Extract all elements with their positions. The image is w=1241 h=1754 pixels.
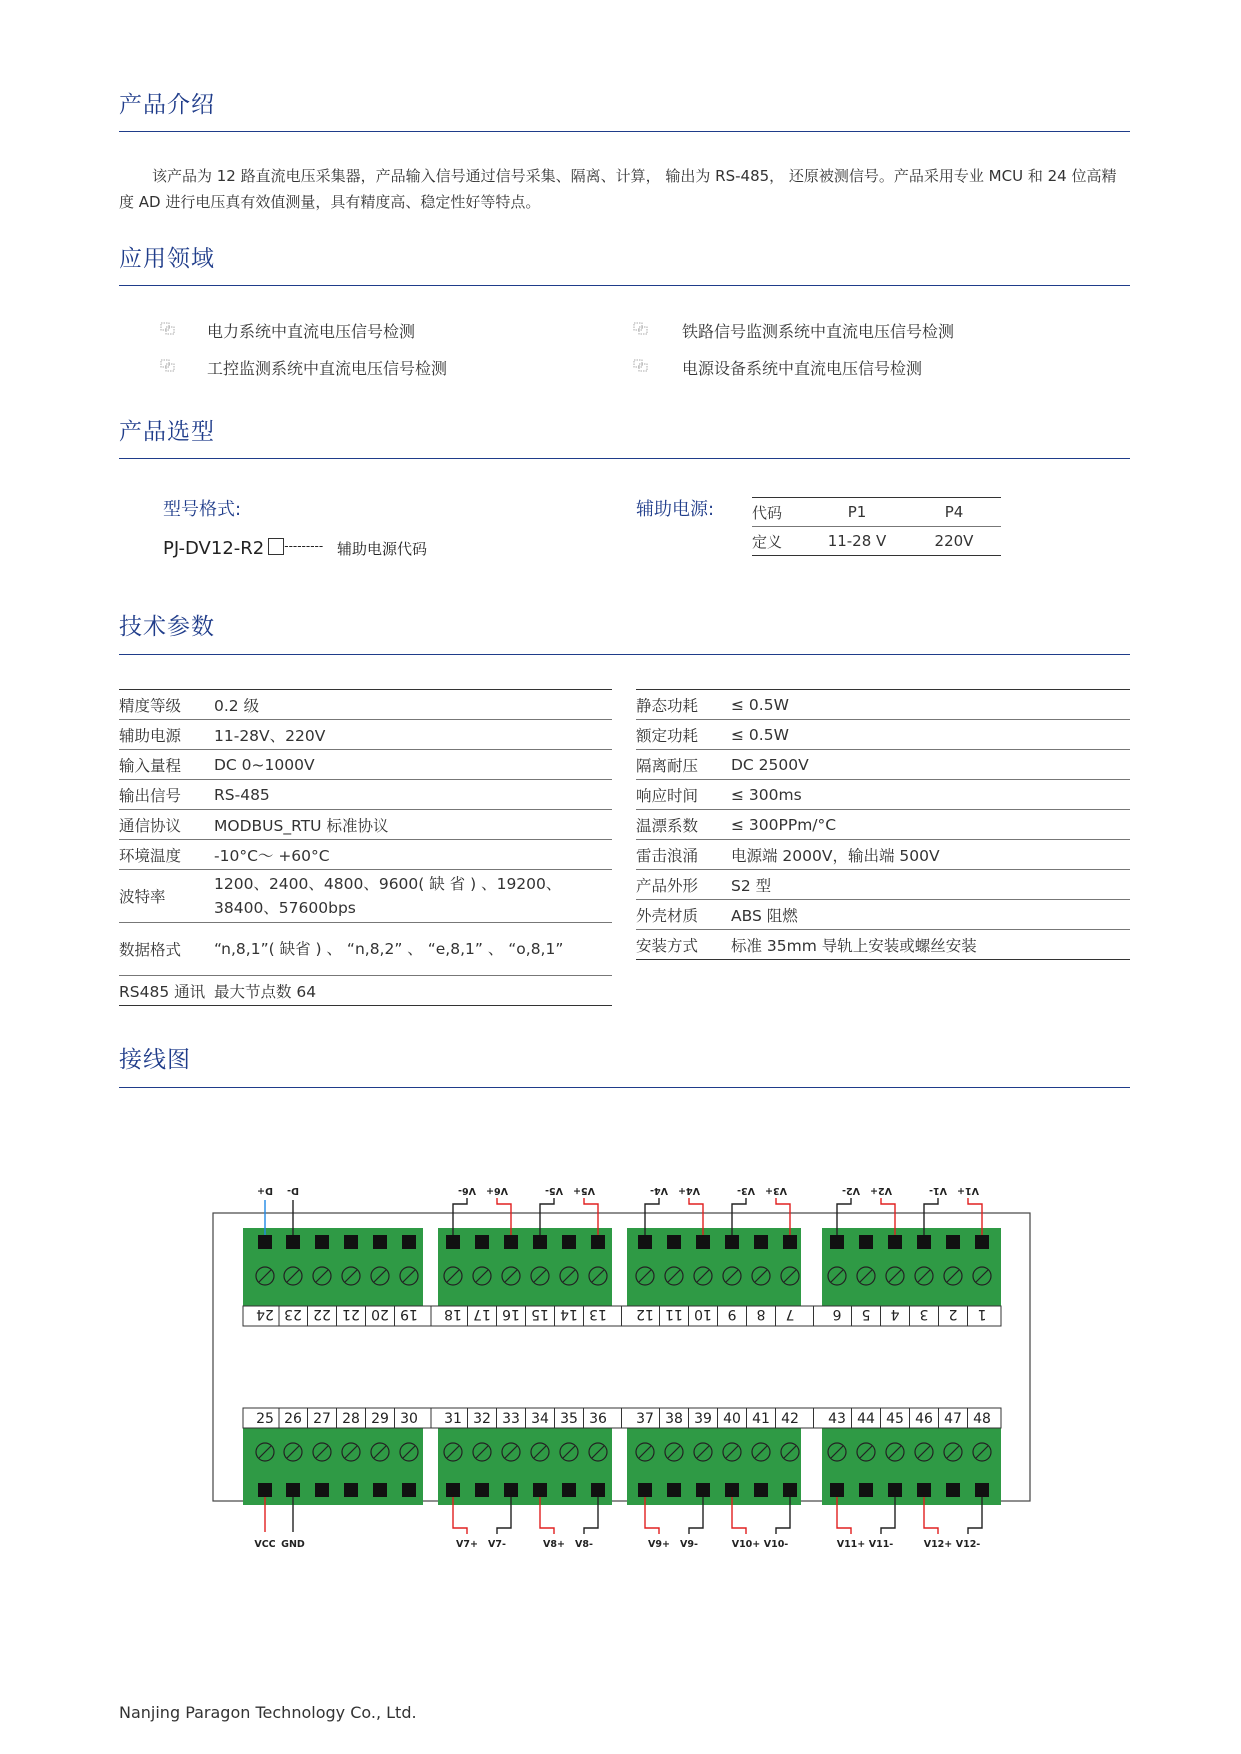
bullet-icon <box>633 322 649 336</box>
wiring-heading: 接线图 <box>119 1047 191 1073</box>
terminal-square <box>402 1235 416 1249</box>
terminal-square <box>783 1235 797 1249</box>
terminal-number-top: 12 <box>636 1306 654 1322</box>
terminal-number-bottom: 47 <box>944 1411 962 1427</box>
spec-value: DC 0~1000V <box>214 750 612 780</box>
terminal-square <box>696 1483 710 1497</box>
spec-row <box>119 870 612 923</box>
terminal-number-top: 10 <box>694 1306 712 1322</box>
spec-table-right <box>636 689 1130 960</box>
terminal-number-top: 14 <box>560 1306 578 1322</box>
selection-heading: 产品选型 <box>119 419 215 445</box>
wiring-divider <box>119 1087 1130 1088</box>
terminal-number-bottom: 32 <box>473 1411 491 1427</box>
wire-label: V10- <box>763 1539 789 1550</box>
wire-label: GND <box>281 1539 305 1550</box>
spec-value: ≤ 0.5W <box>731 720 1130 750</box>
wire-label: V11+ <box>836 1539 866 1550</box>
terminal-square <box>667 1235 681 1249</box>
terminal-number-top: 22 <box>313 1306 331 1322</box>
spec-value: MODBUS_RTU 标准协议 <box>214 810 612 840</box>
app-heading: 应用领域 <box>119 246 215 272</box>
spec-value: -10°C～ +60°C <box>214 840 612 870</box>
wire-label: V10+ <box>731 1539 761 1550</box>
terminal-square <box>446 1483 460 1497</box>
spec-row <box>119 690 612 720</box>
terminal-block-top <box>627 1228 801 1306</box>
terminal-number-top: 24 <box>256 1306 274 1322</box>
wire-label: V1- <box>929 1185 947 1196</box>
wire-label: V12- <box>955 1539 981 1550</box>
terminal-square <box>533 1483 547 1497</box>
bullet-icon <box>160 322 176 336</box>
application-item: 电力系统中直流电压信号检测 <box>207 322 416 341</box>
terminal-square <box>286 1483 300 1497</box>
power-cell: P4 <box>944 503 964 521</box>
terminal-block-top <box>822 1228 1001 1306</box>
terminal-number-top: 13 <box>589 1306 607 1322</box>
terminal-square <box>830 1483 844 1497</box>
terminal-square <box>975 1235 989 1249</box>
terminal-square <box>725 1483 739 1497</box>
terminal-number-bottom: 36 <box>589 1411 607 1427</box>
terminal-square <box>946 1483 960 1497</box>
terminal-square <box>888 1483 902 1497</box>
terminal-number-top: 11 <box>665 1306 683 1322</box>
application-item: 电源设备系统中直流电压信号检测 <box>682 359 923 378</box>
terminal-square <box>591 1483 605 1497</box>
terminal-number-bottom: 45 <box>886 1411 904 1427</box>
terminal-number-top: 1 <box>977 1306 987 1322</box>
intro-divider <box>119 131 1130 132</box>
terminal-number-bottom: 31 <box>444 1411 462 1427</box>
spec-key: 雷击浪涌 <box>636 840 731 870</box>
terminal-square <box>315 1235 329 1249</box>
spec-key: 产品外形 <box>636 870 731 900</box>
terminal-number-bottom: 34 <box>531 1411 549 1427</box>
spec-key: 输出信号 <box>119 780 214 810</box>
spec-key: 通信协议 <box>119 810 214 840</box>
wire-label: V7+ <box>456 1539 478 1550</box>
terminal-block-top <box>438 1228 612 1306</box>
terminal-square <box>475 1235 489 1249</box>
terminal-square <box>504 1483 518 1497</box>
wire-label: V8- <box>575 1539 593 1550</box>
wire-label: V12+ <box>923 1539 953 1550</box>
terminal-number-top: 7 <box>785 1306 795 1322</box>
spec-row <box>119 923 612 976</box>
spec-row <box>119 720 612 750</box>
terminal-square <box>258 1483 272 1497</box>
wire-label: V3+ <box>765 1185 787 1196</box>
power-table-row <box>752 527 1001 556</box>
terminal-square <box>344 1235 358 1249</box>
terminal-square <box>373 1235 387 1249</box>
wire-label: V11- <box>868 1539 894 1550</box>
spec-value: 电源端 2000V，输出端 500V <box>731 840 1130 870</box>
model-format-label: 型号格式: <box>163 499 242 520</box>
spec-value: ≤ 300ms <box>731 780 1130 810</box>
spec-key: 波特率 <box>119 870 214 923</box>
spec-row <box>119 780 612 810</box>
terminal-square <box>344 1483 358 1497</box>
wire-label: V9+ <box>648 1539 670 1550</box>
terminal-square <box>562 1483 576 1497</box>
terminal-square <box>888 1235 902 1249</box>
model-note: 辅助电源代码 <box>336 540 427 558</box>
spec-value: DC 2500V <box>731 750 1130 780</box>
spec-key: 额定功耗 <box>636 720 731 750</box>
terminal-block-bottom <box>627 1427 801 1505</box>
terminal-number-bottom: 26 <box>284 1411 302 1427</box>
terminal-number-bottom: 33 <box>502 1411 520 1427</box>
power-label: 辅助电源: <box>636 499 715 520</box>
spec-value: ≤ 0.5W <box>731 690 1130 720</box>
terminal-number-bottom: 40 <box>723 1411 741 1427</box>
spec-row <box>119 750 612 780</box>
spec-key: 安装方式 <box>636 936 699 955</box>
spec-row <box>636 930 1130 960</box>
spec-row <box>119 840 612 870</box>
terminal-number-top: 18 <box>444 1306 462 1322</box>
terminal-number-top: 21 <box>342 1306 360 1322</box>
spec-key: 外壳材质 <box>636 900 731 930</box>
terminal-number-top: 3 <box>919 1306 929 1322</box>
terminal-number-bottom: 27 <box>313 1411 331 1427</box>
spec-key: 输入量程 <box>119 750 214 780</box>
spec-key: 精度等级 <box>119 690 214 720</box>
spec-row <box>636 810 1130 840</box>
spec-value: 1200、2400、4800、9600( 缺 省 ) 、19200、38400、57600bps <box>214 870 612 923</box>
model-dashes: --------- <box>284 539 324 553</box>
spec-row <box>636 690 1130 720</box>
spec-key: 数据格式 <box>119 923 214 976</box>
wire-label: V4+ <box>678 1185 700 1196</box>
terminal-square <box>475 1483 489 1497</box>
wire-label: V7- <box>488 1539 506 1550</box>
terminal-number-bottom: 38 <box>665 1411 683 1427</box>
terminal-square <box>783 1483 797 1497</box>
power-table-header <box>752 498 1001 527</box>
terminal-square <box>859 1483 873 1497</box>
spec-key: 辅助电源 <box>119 720 214 750</box>
terminal-square <box>315 1483 329 1497</box>
terminal-number-top: 5 <box>861 1306 871 1322</box>
spec-value: 0.2 级 <box>214 690 612 720</box>
terminal-block-bottom <box>438 1427 612 1505</box>
spec-row <box>636 840 1130 870</box>
intro-heading: 产品介绍 <box>119 92 215 118</box>
intro-text: 该产品为 12 路直流电压采集器，产品输入信号通过信号采集、隔离、计算， 输出为 RS-485， 还原被测信号。产品采用专业 MCU 和 24 位高精度 AD 进行电压真有效值测量，具有精度高、稳定性好等特点。 <box>119 167 1117 211</box>
terminal-square <box>859 1235 873 1249</box>
footer-company: Nanjing Paragon Technology Co., Ltd. <box>119 1703 417 1722</box>
terminal-number-bottom: 41 <box>752 1411 770 1427</box>
terminal-number-top: 4 <box>890 1306 900 1322</box>
spec-value: “n,8,1”( 缺省 ) 、 “n,8,2” 、 “e,8,1” 、 “o,8,1” <box>214 923 612 976</box>
terminal-number-top: 6 <box>832 1306 842 1322</box>
spec-table-left <box>119 689 612 1006</box>
spec-key: 响应时间 <box>636 780 731 810</box>
model-code: PJ-DV12-R2 <box>163 538 265 559</box>
terminal-number-bottom: 30 <box>400 1411 418 1427</box>
spec-value: 标准 35mm 导轨上安装或螺丝安装 <box>731 936 977 955</box>
wire-label: V5+ <box>573 1185 595 1196</box>
terminal-number-bottom: 44 <box>857 1411 875 1427</box>
spec-row <box>119 810 612 840</box>
power-table <box>752 497 1001 556</box>
wire-label: V9- <box>680 1539 698 1550</box>
terminal-number-top: 8 <box>756 1306 766 1322</box>
wire-label: V1+ <box>957 1185 979 1196</box>
spec-value: 11-28V、220V <box>214 720 612 750</box>
bullet-icon <box>633 359 649 373</box>
terminal-square <box>725 1235 739 1249</box>
terminal-square <box>402 1483 416 1497</box>
terminal-number-top: 9 <box>727 1306 737 1322</box>
terminal-square <box>830 1235 844 1249</box>
terminal-number-bottom: 48 <box>973 1411 991 1427</box>
power-cell: 11-28 V <box>827 532 887 550</box>
spec-value: RS-485 <box>214 780 612 810</box>
spec-row <box>636 870 1130 900</box>
wire-label: V6+ <box>486 1185 508 1196</box>
wiring-diagram <box>0 1180 1241 1560</box>
terminal-number-top: 2 <box>948 1306 958 1322</box>
wire-label: V5- <box>545 1185 563 1196</box>
terminal-number-top: 20 <box>371 1306 389 1322</box>
power-cell: 定义 <box>752 532 783 551</box>
terminal-number-bottom: 28 <box>342 1411 360 1427</box>
power-cell: 代码 <box>752 503 783 522</box>
spec-key: 温漂系数 <box>636 810 731 840</box>
application-item: 铁路信号监测系统中直流电压信号检测 <box>682 322 955 341</box>
spec-key: 静态功耗 <box>636 690 731 720</box>
terminal-number-top: 17 <box>473 1306 491 1322</box>
model-placeholder-box <box>268 538 284 555</box>
application-item: 工控监测系统中直流电压信号检测 <box>207 359 448 378</box>
terminal-number-top: 19 <box>400 1306 418 1322</box>
spec-row <box>636 720 1130 750</box>
wire-label: V8+ <box>543 1539 565 1550</box>
terminal-number-bottom: 37 <box>636 1411 654 1427</box>
terminal-block-bottom <box>822 1427 1001 1505</box>
model-format <box>163 538 427 559</box>
power-cell: 220V <box>934 532 974 550</box>
wire-label: D- <box>286 1185 300 1196</box>
terminal-number-bottom: 35 <box>560 1411 578 1427</box>
wire-label: V3- <box>737 1185 755 1196</box>
spec-heading: 技术参数 <box>119 614 215 640</box>
terminal-square <box>591 1235 605 1249</box>
terminal-number-bottom: 39 <box>694 1411 712 1427</box>
terminal-square <box>373 1483 387 1497</box>
terminal-square <box>754 1235 768 1249</box>
terminal-square <box>446 1235 460 1249</box>
terminal-square <box>754 1483 768 1497</box>
terminal-number-top: 15 <box>531 1306 549 1322</box>
bullet-icon <box>160 359 176 373</box>
spec-value: ABS 阻燃 <box>731 900 1130 930</box>
wire-label: V2+ <box>870 1185 892 1196</box>
terminal-number-bottom: 25 <box>256 1411 274 1427</box>
wire-label: VCC <box>254 1539 276 1550</box>
wire-label: V6- <box>458 1185 476 1196</box>
terminal-square <box>696 1235 710 1249</box>
terminal-square <box>946 1235 960 1249</box>
app-divider <box>119 285 1130 286</box>
terminal-square <box>504 1235 518 1249</box>
terminal-square <box>533 1235 547 1249</box>
terminal-square <box>258 1235 272 1249</box>
spec-key: RS485 通讯 <box>119 982 206 1001</box>
spec-value: ≤ 300PPm/°C <box>731 810 1130 840</box>
spec-value: S2 型 <box>731 870 1130 900</box>
spec-row <box>636 900 1130 930</box>
wire-label: D+ <box>257 1185 273 1196</box>
selection-divider <box>119 458 1130 459</box>
terminal-number-bottom: 46 <box>915 1411 933 1427</box>
terminal-square <box>975 1483 989 1497</box>
spec-row <box>636 750 1130 780</box>
spec-row <box>636 780 1130 810</box>
spec-value: 最大节点数 64 <box>214 982 317 1001</box>
terminal-square <box>638 1483 652 1497</box>
terminal-number-top: 23 <box>284 1306 302 1322</box>
terminal-number-bottom: 29 <box>371 1411 389 1427</box>
wire-label: V2- <box>842 1185 860 1196</box>
terminal-square <box>638 1235 652 1249</box>
terminal-square <box>286 1235 300 1249</box>
terminal-square <box>562 1235 576 1249</box>
terminal-number-bottom: 43 <box>828 1411 846 1427</box>
terminal-square <box>917 1235 931 1249</box>
wire-label: V4- <box>650 1185 668 1196</box>
power-cell: P1 <box>847 503 867 521</box>
terminal-square <box>667 1483 681 1497</box>
spec-key: 隔离耐压 <box>636 750 731 780</box>
spec-divider <box>119 654 1130 655</box>
spec-row <box>119 976 612 1006</box>
terminal-square <box>917 1483 931 1497</box>
spec-key: 环境温度 <box>119 840 214 870</box>
terminal-number-top: 16 <box>502 1306 520 1322</box>
terminal-number-bottom: 42 <box>781 1411 799 1427</box>
